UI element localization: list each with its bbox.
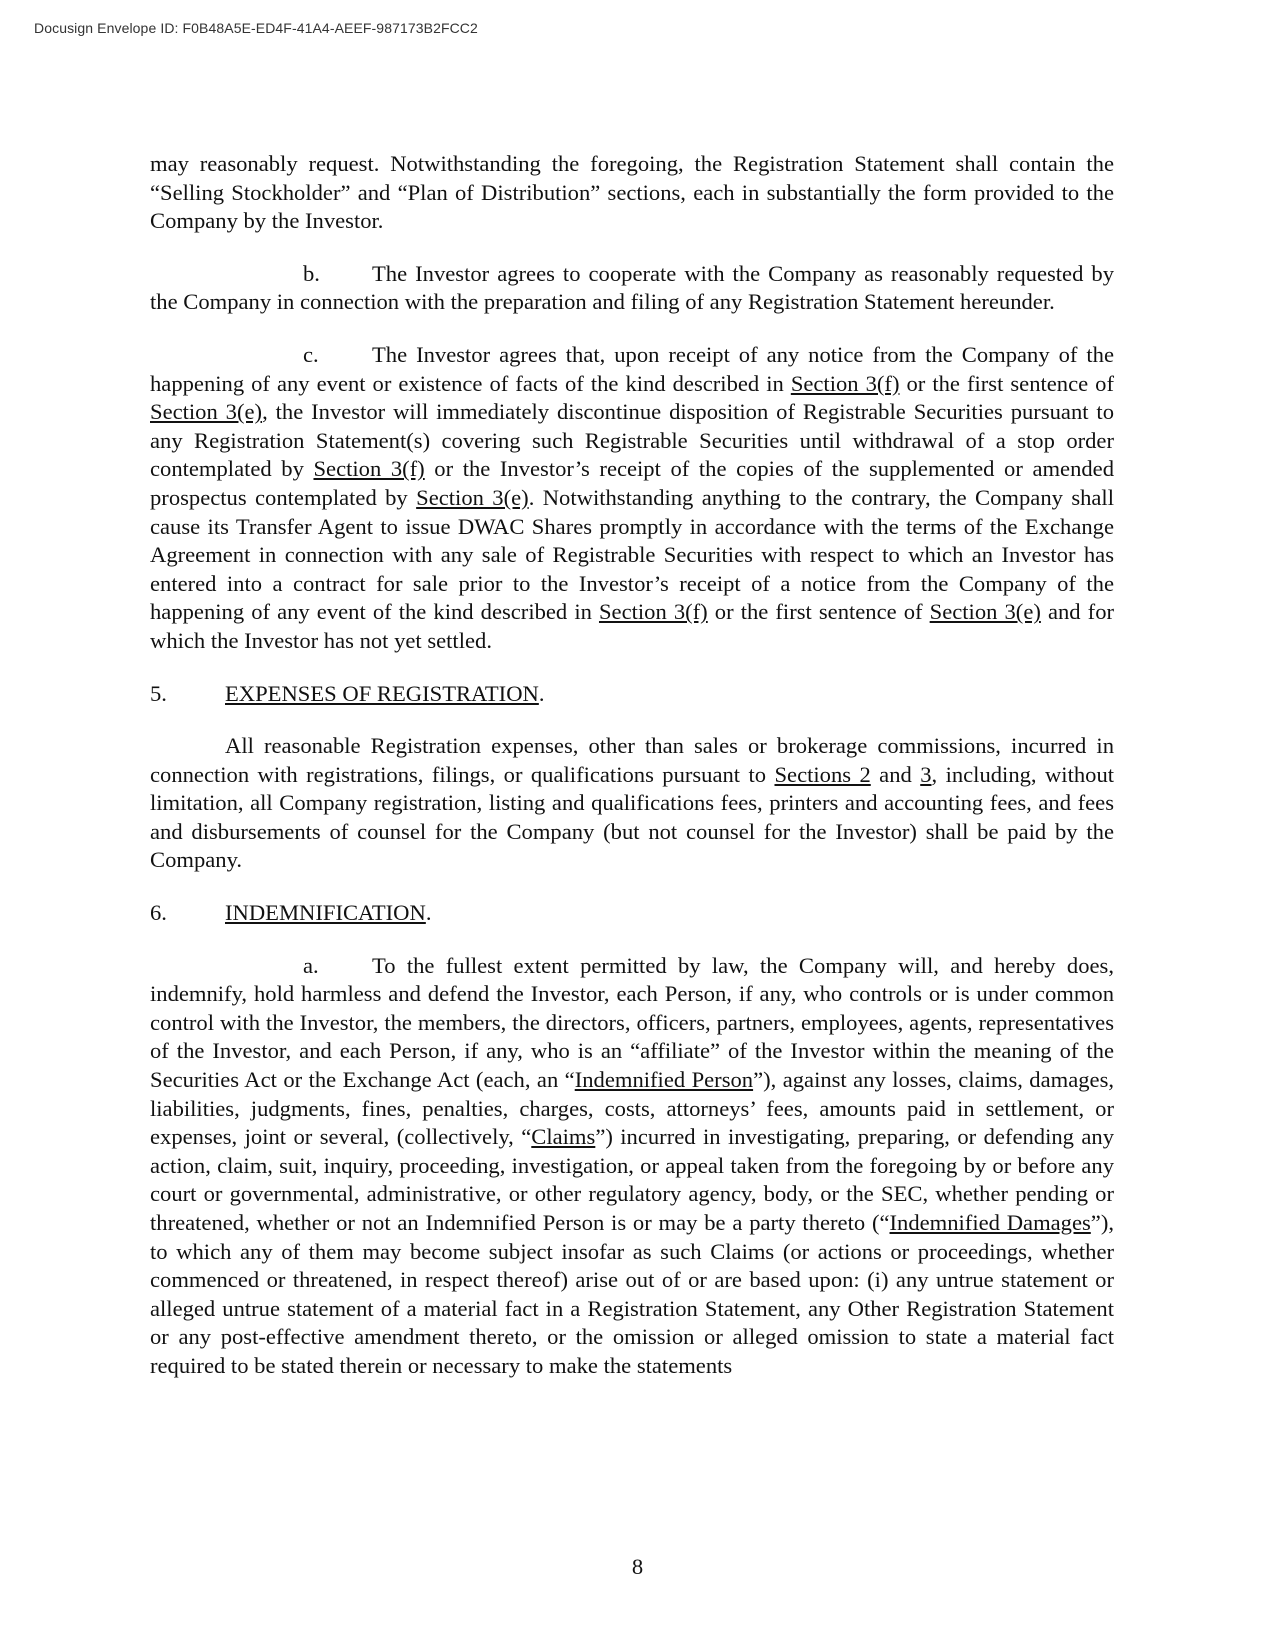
section-5-text: All reasonable Registration expenses, other than sales or brokerage commissions, incurred in connection with registrations, filings, or qualifications pursuant to (150, 733, 1114, 787)
section-reference: Section 3(f) (598, 599, 708, 625)
section-reference: 3 (920, 761, 932, 787)
paragraph-intro: may reasonably request. Notwithstanding the foregoing, the Registration Statement shall contain the “Selling Stockholder” and “Plan of Distribution” sections, each in substantially the form provided to the Company by the Investor. (150, 151, 1114, 234)
paragraph-c-text: or the first sentence of (899, 370, 1114, 396)
section-6-text: ”), to which any of them may become subject insofar as such Claims (or actions or proceedings, whether commenced or threatened, in respect thereof) arise out of or are based upon: (i) any untrue statement or alleged untrue statement of a material fact in a Registration Statement, any Other Registration Statement or any post-effective amendment thereto, or the omission or alleged omission to state a material fact required to be stated therein or necessary to make the statements (150, 1210, 1114, 1378)
document-body (150, 150, 1114, 1405)
paragraph-c (150, 341, 1114, 656)
defined-term: Claims (531, 1124, 596, 1150)
paragraph-c-marker: c. (303, 341, 319, 367)
paragraph-c-text: . Notwithstanding anything to the contrary, the Company shall cause its Transfer Agent to issue DWAC Shares promptly in accordance with the terms of the Exchange Agreement in connection with any sale of Registrable Securities with respect to which an Investor has entered into a contract for sale prior to the Investor’s receipt of a notice from the Company of the happening of any event of the kind described in (150, 484, 1114, 625)
section-5-number: 5. (150, 680, 167, 706)
section-reference: Sections 2 (774, 761, 871, 787)
paragraph-b-text: The Investor agrees to cooperate with the Company as reasonably requested by the Company in connection with the preparation and filing of any Registration Statement hereunder. (150, 260, 1114, 315)
defined-term: Indemnified Damages (889, 1210, 1091, 1235)
paragraph-c-text: The Investor agrees that, upon receipt of any notice from the Company of the happening of any event or existence of facts of the kind described in (150, 341, 1114, 396)
section-5-title: EXPENSES OF REGISTRATION (225, 680, 539, 706)
section-5-text: and (870, 761, 921, 787)
section-6-number: 6. (150, 900, 167, 926)
paragraph-c-text: and for which the Investor has not yet settled. (150, 599, 1115, 653)
paragraph-c-text: , the Investor will immediately discontinue disposition of Registrable Securities pursuant to any Registration Statement(s) covering such Registrable Securities until withdrawal of a stop order contemplated by (150, 399, 1114, 482)
section-6-text: ”) incurred in investigating, preparing, or defending any action, claim, suit, inquiry, proceeding, investigation, or appeal taken from the foregoing by or before any court or governmental, administrative, or other regulatory agency, body, or the SEC, whether pending or threatened, whether or not an Indemnified Person is or may be a party thereto (“ (150, 1124, 1114, 1235)
section-reference: Section 3(e) (150, 399, 263, 425)
section-6-text: To the fullest extent permitted by law, the Company will, and hereby does, indemnify, hold harmless and defend the Investor, each Person, if any, who controls or is under common control with the Investor, the members, the directors, officers, partners, employees, agents, representatives of the Investor, and each Person, if any, who is an “affiliate” of the Investor within the meaning of the Securities Act or the Exchange Act (each, an “ (150, 952, 1114, 1093)
section-5-paragraph (150, 732, 1114, 875)
section-6-title-period: . (425, 900, 432, 926)
section-reference: Section 3(e) (416, 484, 529, 510)
paragraph-c-text: or the Investor’s receipt of the copies of the supplemented or amended prospectus contemplated by (150, 456, 1114, 510)
paragraph-a-marker: a. (303, 952, 319, 978)
paragraph-b (150, 260, 1114, 317)
section-6-title: INDEMNIFICATION (225, 900, 426, 926)
paragraph-c-text: or the first sentence of (707, 599, 930, 625)
section-5-text: , including, without limitation, all Company registration, listing and qualifications fees, printers and accounting fees, and fees and disbursements of counsel for the Company (but not counsel for the Investor) shall be paid by the Company. (150, 761, 1115, 873)
section-reference: Section 3(f) (313, 456, 425, 482)
defined-term: Indemnified Person (574, 1067, 754, 1093)
section-6-heading (150, 899, 1114, 928)
paragraph-b-marker: b. (303, 260, 320, 286)
docusign-envelope-id: Docusign Envelope ID: F0B48A5E-ED4F-41A4-AEEF-987173B2FCC2 (34, 20, 478, 36)
section-6-text: ”), against any losses, claims, damages, liabilities, judgments, fines, penalties, charges, costs, attorneys’ fees, amounts paid in settlement, or expenses, joint or several, (collectively, “ (150, 1067, 1115, 1150)
section-6-paragraph-a (150, 952, 1114, 1381)
page-number: 8 (631, 1554, 644, 1579)
section-reference: Section 3(e) (929, 599, 1041, 625)
section-reference: Section 3(f) (790, 370, 900, 396)
section-5-title-period: . (538, 680, 545, 706)
section-5-heading (150, 680, 1114, 709)
